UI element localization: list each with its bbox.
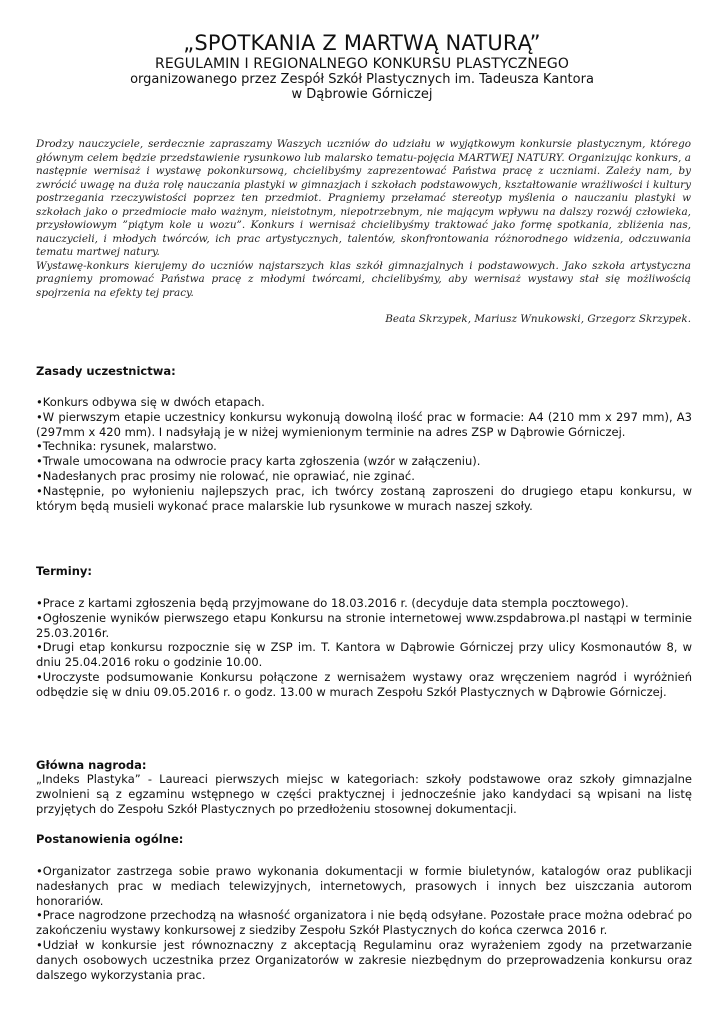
- intro-paragraph-1: Drodzy nauczyciele, serdecznie zapraszamy Waszych uczniów do udziału w wyjątkowym konkursie plastycznym, którego głównym celem będzie przedstawienie rysunkowo lub malarsko tematu-pojęcia MARTWEJ NATURY. Organizując konkurs, a następnie wernisaż i wystawę pokonkursową, chcielibyśmy zaprezentować Państwa pracę z uczniami. Zależy nam, by zwrócić uwagę na duża rolę nauczania plastyki w gimnazjach i szkołach podstawowych, kształtowanie wrażliwości i kultury postrzegania rzeczywistości poprzez ten przedmiot. Pragniemy przełamać stereotyp myślenia o nauczaniu plastyki w szkołach jako o przedmiocie mało ważnym, nieistotnym, niepotrzebnym, nie mającym wpływu na dalszy rozwój człowieka, przysłowiowym ”piątym kole u wozu”. Konkurs i wernisaż chcielibyśmy traktować jako formę spotkania, zbliżenia nas, nauczycieli, i młodych twórców, ich prac artystycznych, talentów, skonfrontowania różnorodnego widzenia, odczuwania tematu martwej natury.: [36, 138, 691, 258]
- intro-letter: [36, 138, 691, 300]
- postanowienia-list: [36, 864, 692, 982]
- list-item: •Następnie, po wyłonieniu najlepszych prac, ich twórcy zostaną zaproszeni do drugiego etapu konkursu, w którym będą musieli wykonać prace malarskie lub rysunkowe w murach naszej szkoły.: [36, 483, 692, 513]
- list-item: •Organizator zastrzega sobie prawo wykonania dokumentacji w formie biuletynów, katalogów oraz publikacji nadesłanych prac w mediach telewizyjnych, internetowych, prasowych i innych bez uiszczania autorom honorariów.: [36, 864, 692, 908]
- list-item: •Ogłoszenie wyników pierwszego etapu Konkursu na stronie internetowej www.zspdabrowa.pl nastąpi w terminie 25.03.2016r.: [36, 610, 692, 640]
- list-item: •Uroczyste podsumowanie Konkursu połączone z wernisażem wystawy oraz wręczeniem nagród i wyróżnień odbędzie się w dniu 09.05.2016 r. o godz. 13.00 w murach Zespołu Szkół Plastycznych w Dąbrowie Górniczej.: [36, 669, 692, 699]
- nagroda-text: „Indeks Plastyka” - Laureaci pierwszych miejsc w kategoriach: szkoły podstawowe oraz szkoły gimnazjalne zwolnieni są z egzaminu wstępnego w części praktycznej i jednocześnie jako kandydaci są wpisani na listę przyjętych do Zespołu Szkół Plastycznych po przedłożeniu stosownej dokumentacji.: [36, 772, 692, 816]
- intro-signature: Beata Skrzypek, Mariusz Wnukowski, Grzegorz Skrzypek.: [385, 313, 691, 325]
- list-item: •Konkurs odbywa się w dwóch etapach.: [36, 395, 265, 409]
- list-item: •Nadesłanych prac prosimy nie rolować, nie oprawiać, nie zginać.: [36, 468, 415, 483]
- list-item: •W pierwszym etapie uczestnicy konkursu wykonują dowolną ilość prac w formacie: A4 (210 mm x 297 mm), A3 (297mm x 420 mm). I nadsyłają je w niżej wymienionym terminie na adres ZSP w Dąbrowie Górniczej.: [36, 409, 692, 439]
- intro-paragraph-2: Wystawę-konkurs kierujemy do uczniów najstarszych klas szkół gimnazjalnych i podstawowych. Jako szkoła artystyczna pragniemy promować Państwa pracę z młodymi twórcami, chcielibyśmy, aby wernisaż wystawy stał się możliwością spojrzenia na efekty tej pracy.: [36, 259, 691, 299]
- terminy-list: [36, 596, 692, 700]
- section-heading-terminy: Terminy:: [36, 564, 92, 578]
- list-item: •Prace nagrodzone przechodzą na własność organizatora i nie będą odsyłane. Pozostałe prace można odebrać po zakończeniu wystawy konkursowej z siedziby Zespołu Szkół Plastycznych do końca czerwca 2016 r.: [36, 908, 692, 938]
- organizer-line-2: w Dąbrowie Górniczej: [291, 87, 433, 102]
- organizer-line-1: organizowanego przez Zespół Szkół Plastycznych im. Tadeusza Kantora: [130, 72, 594, 87]
- document-subtitle: REGULAMIN I REGIONALNEGO KONKURSU PLASTYCZNEGO: [155, 56, 569, 72]
- list-item: •Drugi etap konkursu rozpocznie się w ZSP im. T. Kantora w Dąbrowie Górniczej przy ulicy Kosmonautów 8, w dniu 25.04.2016 roku o godzinie 10.00.: [36, 640, 692, 670]
- section-heading-zasady: Zasady uczestnictwa:: [36, 364, 176, 378]
- section-heading-nagroda: Główna nagroda:: [36, 758, 147, 772]
- section-heading-postanowienia: Postanowienia ogólne:: [36, 832, 184, 846]
- list-item: •Trwale umocowana na odwrocie pracy karta zgłoszenia (wzór w załączeniu).: [36, 454, 481, 469]
- zasady-list: [36, 395, 692, 513]
- document-title: „SPOTKANIA Z MARTWĄ NATURĄ”: [183, 31, 541, 55]
- list-item: •Technika: rysunek, malarstwo.: [36, 439, 217, 454]
- list-item: •Udział w konkursie jest równoznaczny z akceptacją Regulaminu oraz wyrażeniem zgody na przetwarzanie danych osobowych uczestnika przez Organizatorów w zakresie niezbędnym do przeprowadzenia konkursu oraz dalszego wykorzystania prac.: [36, 937, 692, 982]
- list-item: •Prace z kartami zgłoszenia będą przyjmowane do 18.03.2016 r. (decyduje data stempla pocztowego).: [36, 596, 629, 610]
- document-header: [0, 30, 724, 102]
